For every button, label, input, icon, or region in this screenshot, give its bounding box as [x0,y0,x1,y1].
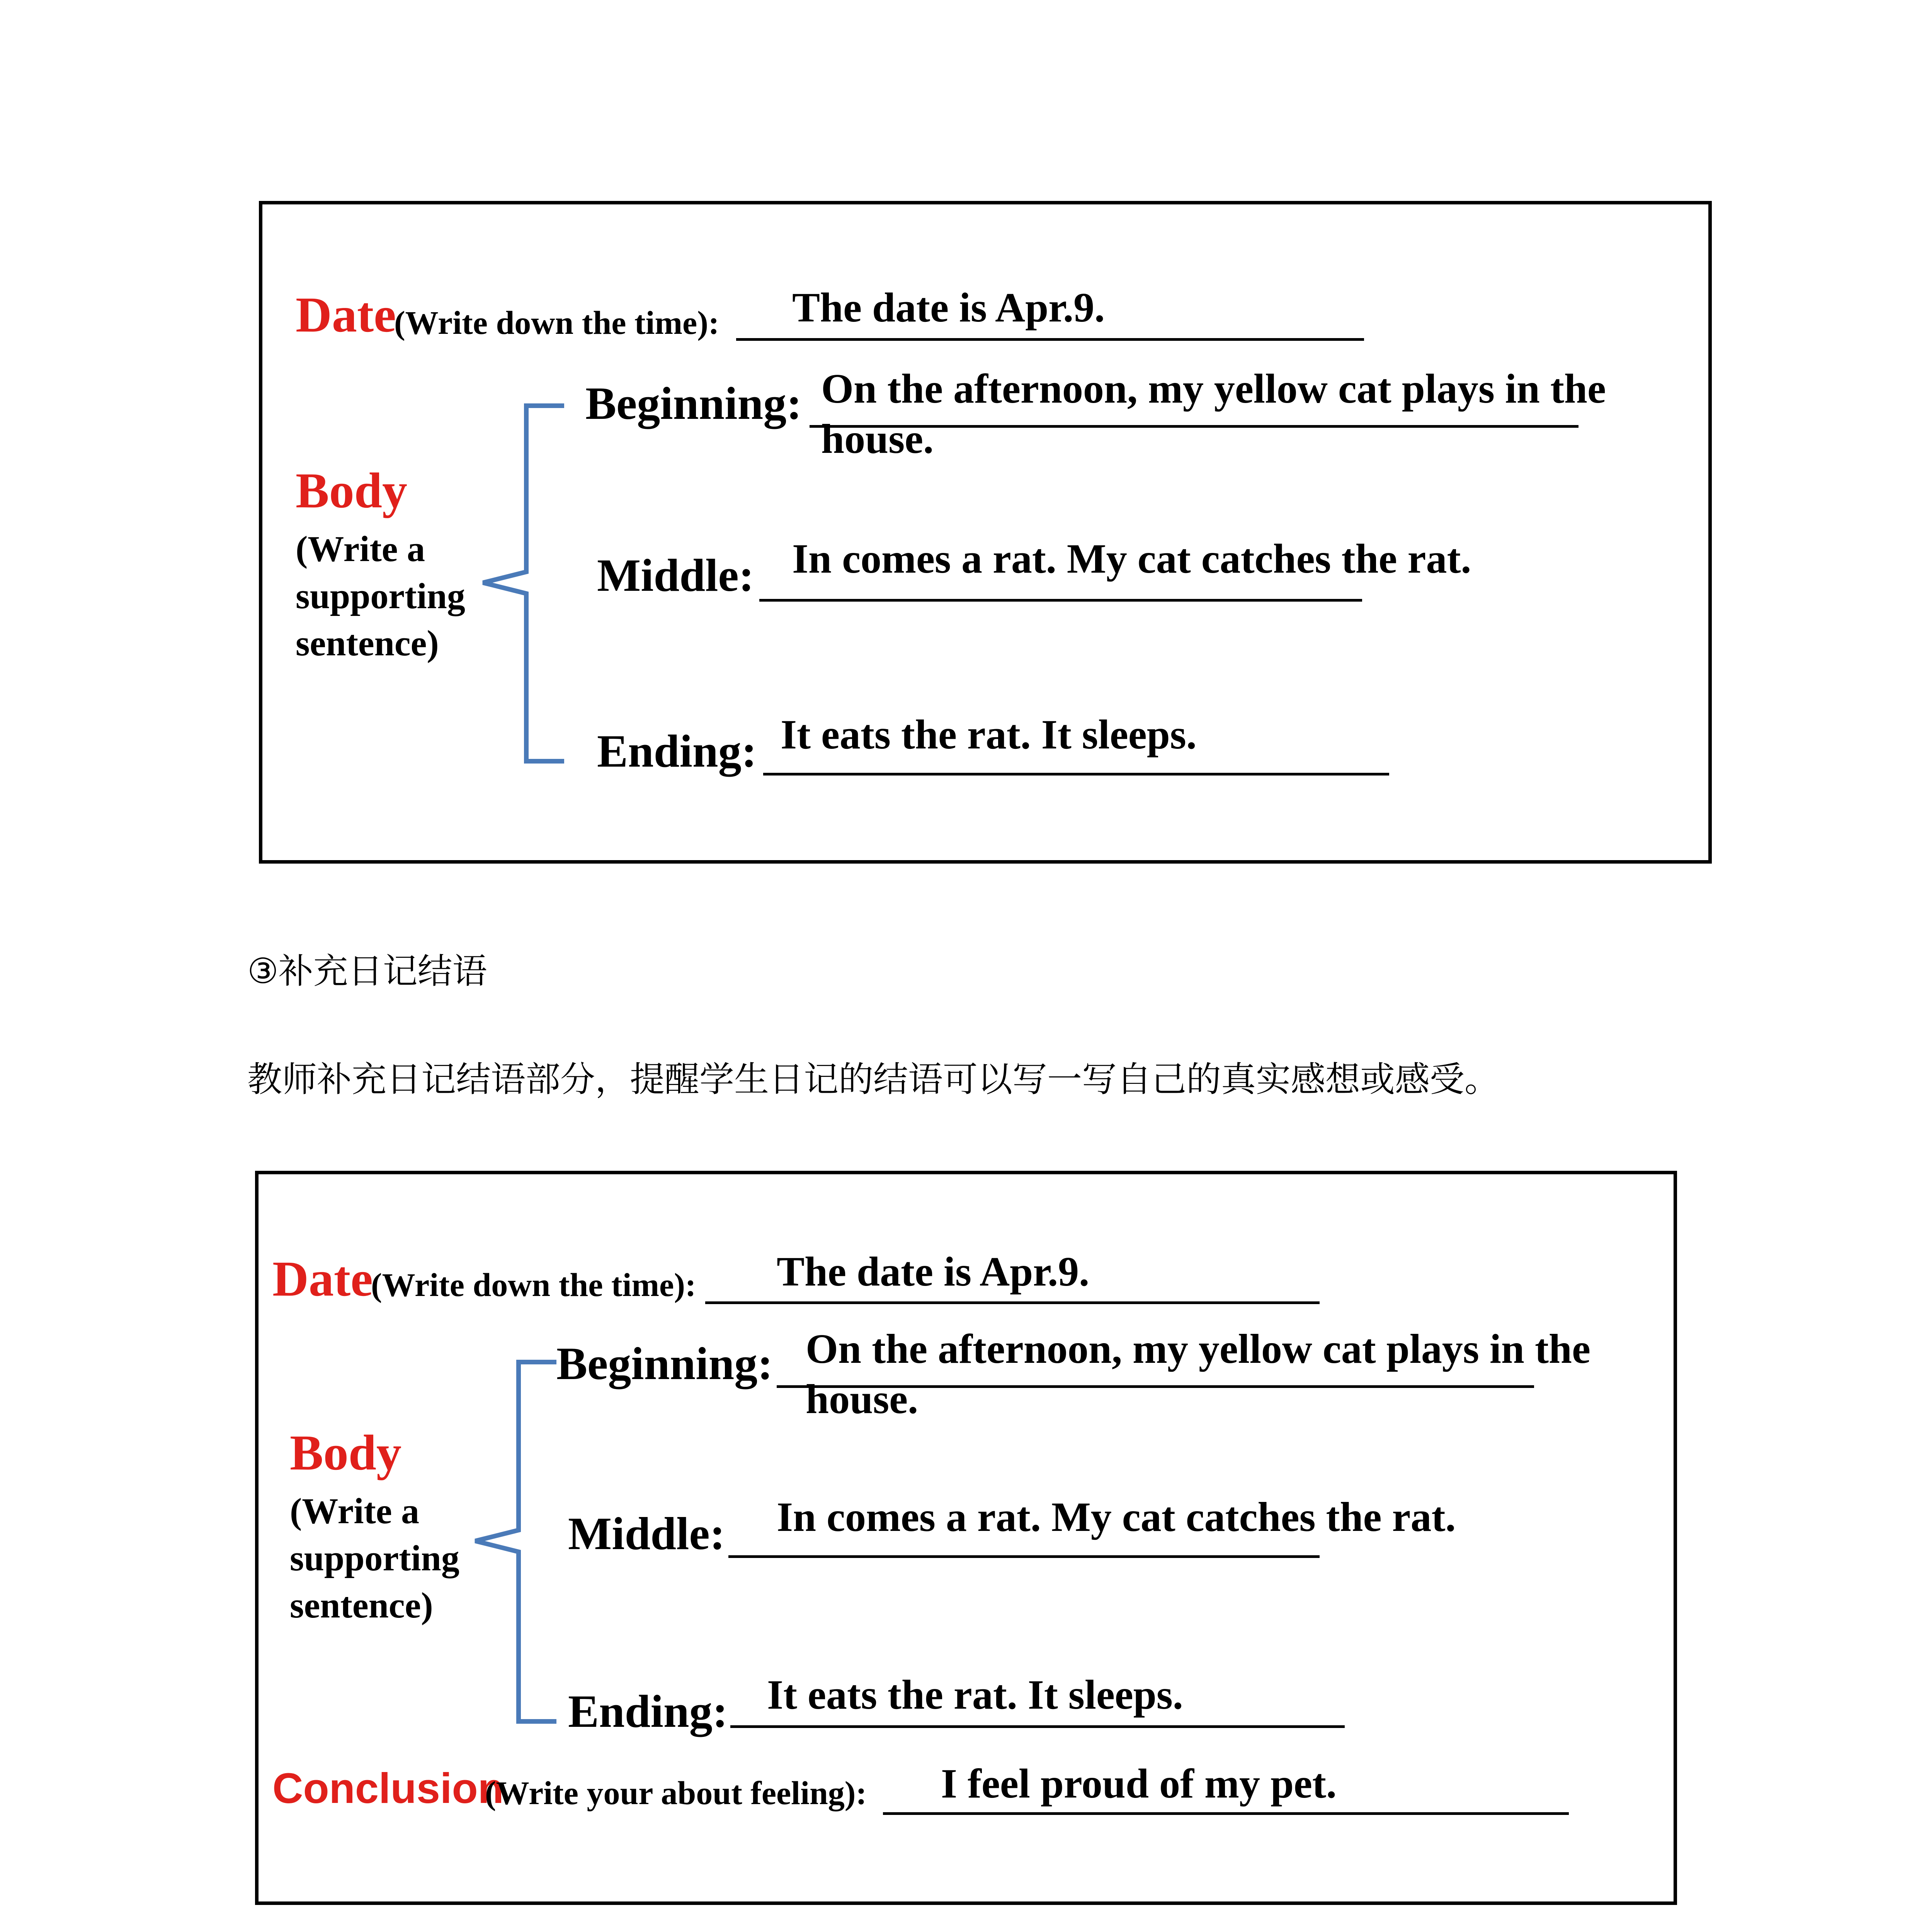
middle-answer: In comes a rat. My cat catches the rat. [792,536,1471,582]
date-answer-line [705,1301,1320,1304]
date-hint: (Write down the time): [371,1266,696,1303]
bracket-icon [475,402,576,765]
ending-answer-line [730,1725,1345,1728]
ending-label: Ending: [568,1685,728,1737]
middle-label: Middle: [568,1508,725,1559]
paragraph-1: 教师补充日记结语部分，提醒学生日记的结语可以写一写自己的真实感想或感受。 [247,1059,1499,1100]
date-hint: (Write down the time): [394,304,720,341]
beginning-answer-line-2: house. [821,416,934,462]
middle-answer: In comes a rat. My cat catches the rat. [777,1494,1456,1540]
beginning-answer-line-2: house. [806,1376,919,1422]
ending-answer-line [763,773,1389,776]
beginning-label: Beginning: [585,378,802,429]
beginning-answer-line-1: On the afternoon, my yellow cat plays in the [806,1326,1590,1372]
ending-answer: It eats the rat. It sleeps. [767,1672,1183,1718]
conclusion-answer: I feel proud of my pet. [941,1761,1337,1807]
section-heading: ③补充日记结语 [247,951,487,992]
beginning-answer-line-1: On the afternoon, my yellow cat plays in the [821,366,1606,412]
body-label: Body [296,463,408,519]
body-hint: (Write a supporting sentence) [290,1491,459,1626]
date-answer: The date is Apr.9. [777,1249,1090,1295]
beginning-label: Beginning: [556,1338,773,1389]
conclusion-answer-line [883,1812,1569,1815]
date-answer-line [736,338,1364,341]
ending-label: Ending: [597,725,757,777]
middle-answer-line [728,1555,1320,1558]
body-label: Body [290,1425,402,1481]
middle-answer-line [759,599,1362,602]
ending-answer: It eats the rat. It sleeps. [781,712,1197,758]
bracket-icon [468,1358,568,1725]
middle-label: Middle: [597,549,754,601]
body-hint: (Write a supporting sentence) [296,529,465,663]
conclusion-label: Conclusion [272,1765,504,1812]
date-label: Date [296,287,396,343]
date-label: Date [272,1251,373,1307]
date-answer: The date is Apr.9. [792,285,1105,331]
conclusion-hint: (Write your about feeling): [485,1774,867,1811]
